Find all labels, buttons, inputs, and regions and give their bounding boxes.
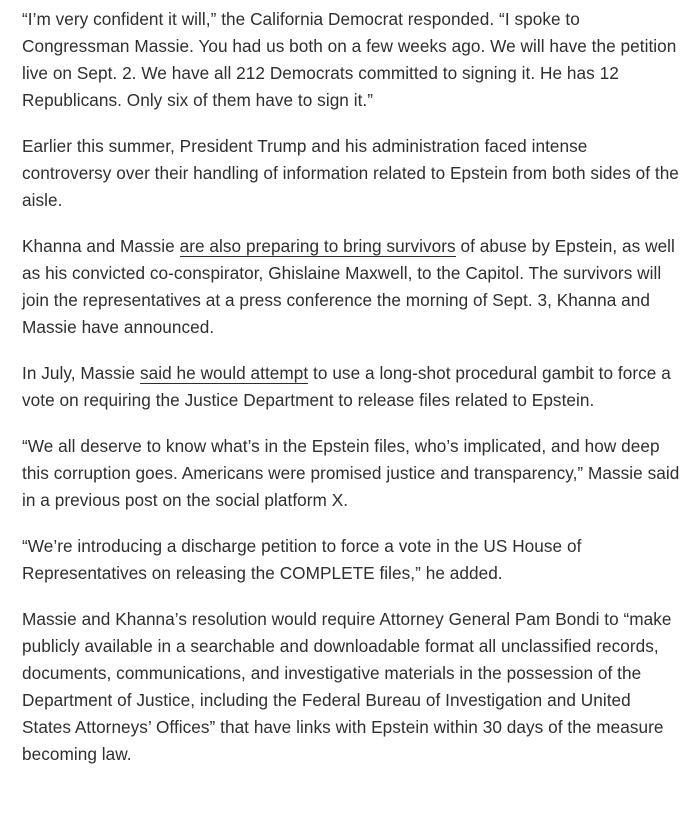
paragraph-gambit-rest: to use a long-shot procedural gambit to force a vote on requiring the Justice Department to release files related to Epstein. bbox=[22, 363, 671, 410]
paragraph-controversy: Earlier this summer, President Trump and his administration faced intense controversy over their handling of information related to Epstein from both sides of the aisle. bbox=[22, 136, 679, 210]
survivors-link[interactable]: are also preparing to bring survivors bbox=[179, 236, 456, 256]
said-he-would-attempt-link[interactable]: said he would attempt bbox=[139, 363, 309, 383]
paragraph-survivors-lead: Khanna and Massie bbox=[22, 236, 180, 256]
paragraph-survivors-rest: of abuse by Epstein, as well as his convicted co-conspirator, Ghislaine Maxwell, to the Capitol. The survivors will join the representatives at a press conference the morning of Sept. 3, Khanna and Massie have announced. bbox=[22, 236, 675, 337]
paragraph-khanna-quote: “I’m very confident it will,” the California Democrat responded. “I spoke to Congressman Massie. You had us both on a few weeks ago. We will have the petition live on Sept. 2. We have all 212 Democrats committed to signing it. He has 12 Republicans. Only six of them have to sign it.” bbox=[22, 9, 677, 110]
article-body bbox=[0, 6, 694, 768]
paragraph-survivors bbox=[22, 233, 680, 341]
paragraph-gambit-lead: In July, Massie bbox=[22, 363, 140, 383]
paragraph-discharge-petition: “We’re introducing a discharge petition to force a vote in the US House of Representatives on releasing the COMPLETE files,” he added. bbox=[22, 536, 582, 583]
paragraph-procedural-gambit bbox=[22, 360, 680, 414]
paragraph-resolution: Massie and Khanna’s resolution would require Attorney General Pam Bondi to “make publicly available in a searchable and downloadable format all unclassified records, documents, communications, and investigative materials in the possession of the Department of Justice, including the Federal Bureau of Investigation and United States Attorneys’ Offices” that have links with Epstein within 30 days of the measure becoming law. bbox=[22, 609, 672, 764]
paragraph-massie-quote: “We all deserve to know what’s in the Epstein files, who’s implicated, and how deep this corruption goes. Americans were promised justice and transparency,” Massie said in a previous post on the social platform X. bbox=[22, 436, 680, 510]
